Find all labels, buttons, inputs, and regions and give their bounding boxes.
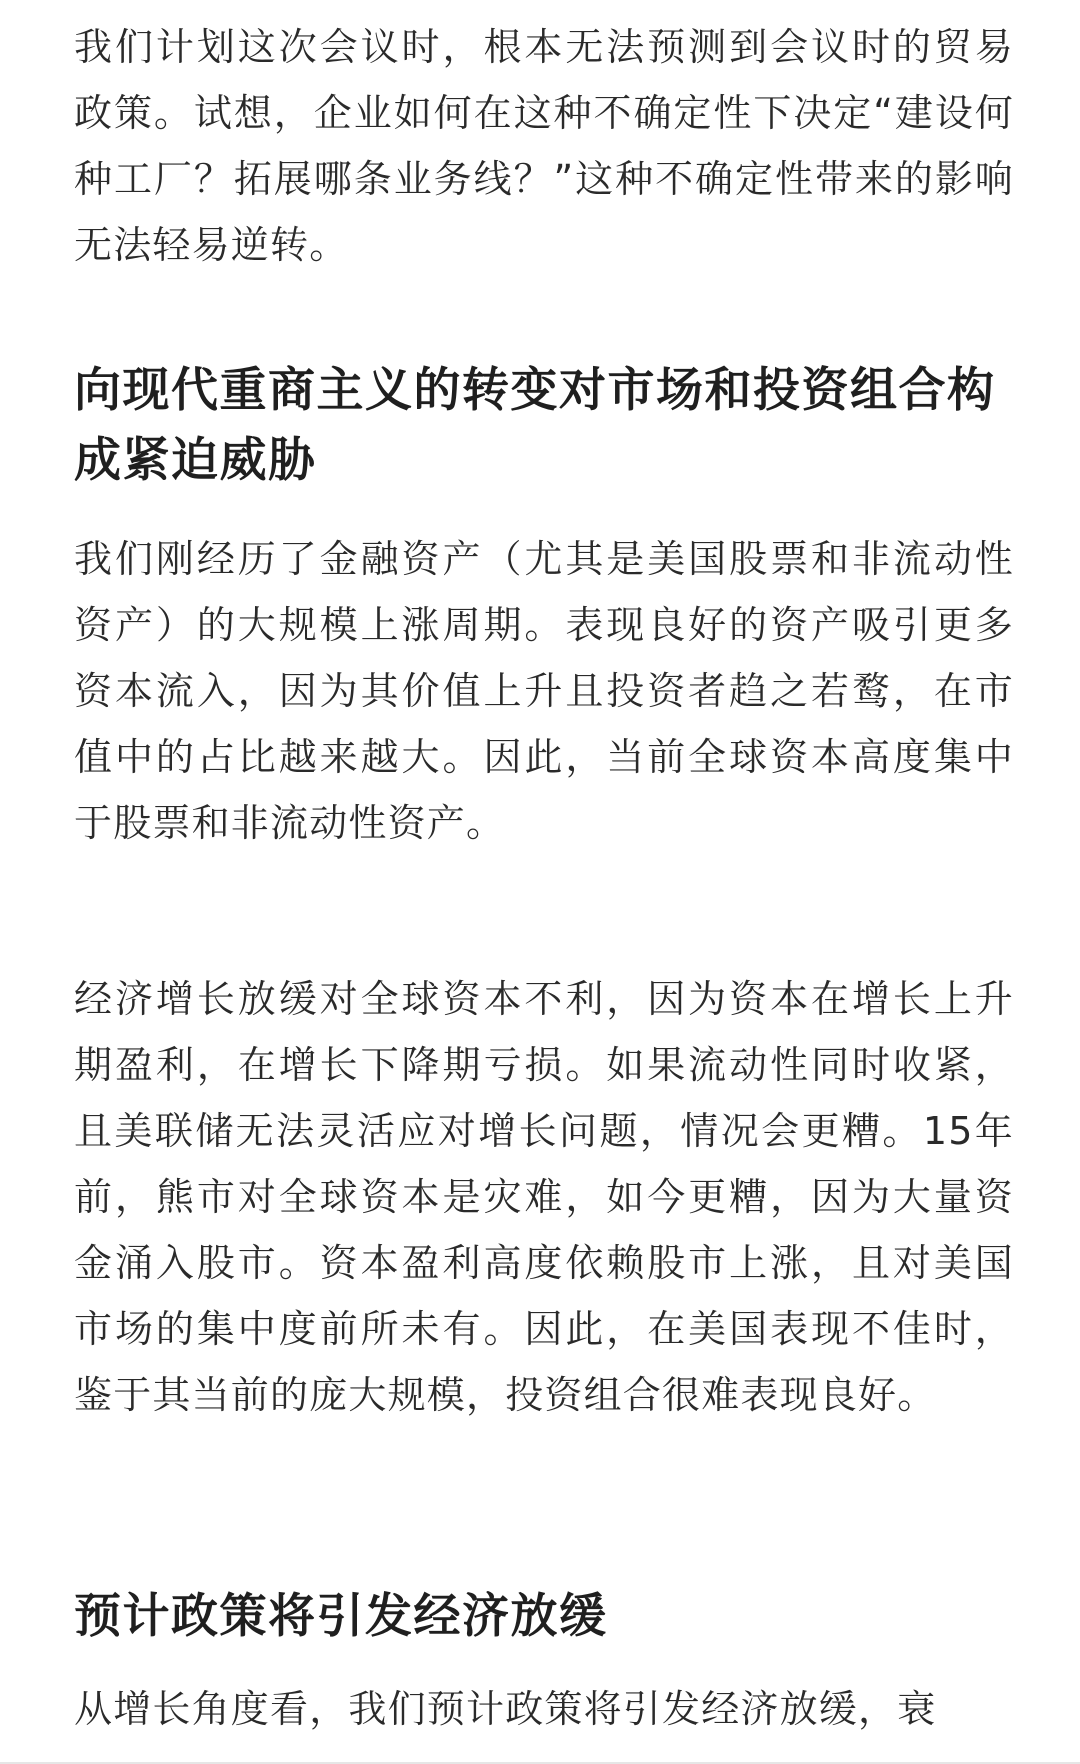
section-heading-mercantilism: 向现代重商主义的转变对市场和投资组合构成紧迫威胁 — [74, 363, 996, 488]
paragraph-trade-policy-uncertainty: 我们计划这次会议时，根本无法预测到会议时的贸易政策。试想，企业如何在这种不确定性下决定“建设何种工厂？拓展哪条业务线？”这种不确定性带来的影响无法轻易逆转。 — [74, 25, 1014, 267]
paragraph-asset-concentration: 我们刚经历了金融资产（尤其是美国股票和非流动性资产）的大规模上涨周期。表现良好的资产吸引更多资本流入，因为其价值上升且投资者趋之若鹜，在市值中的占比越来越大。因此，当前全球资本高度集中于股票和非流动性资产。 — [74, 537, 1014, 845]
section-heading-policy-slowdown: 预计政策将引发经济放缓 — [74, 1589, 608, 1644]
paragraph-growth-slowdown: 经济增长放缓对全球资本不利，因为资本在增长上升期盈利，在增长下降期亏损。如果流动性同时收紧，且美联储无法灵活应对增长问题，情况会更糟。15年前，熊市对全球资本是灾难，如今更糟，因为大量资金涌入股市。资本盈利高度依赖股市上涨，且对美国市场的集中度前所未有。因此，在美国表现不佳时，鉴于其当前的庞大规模，投资组合很难表现良好。 — [74, 977, 1014, 1417]
paragraph-growth-outlook: 从增长角度看，我们预计政策将引发经济放缓，衰 — [74, 1687, 937, 1731]
